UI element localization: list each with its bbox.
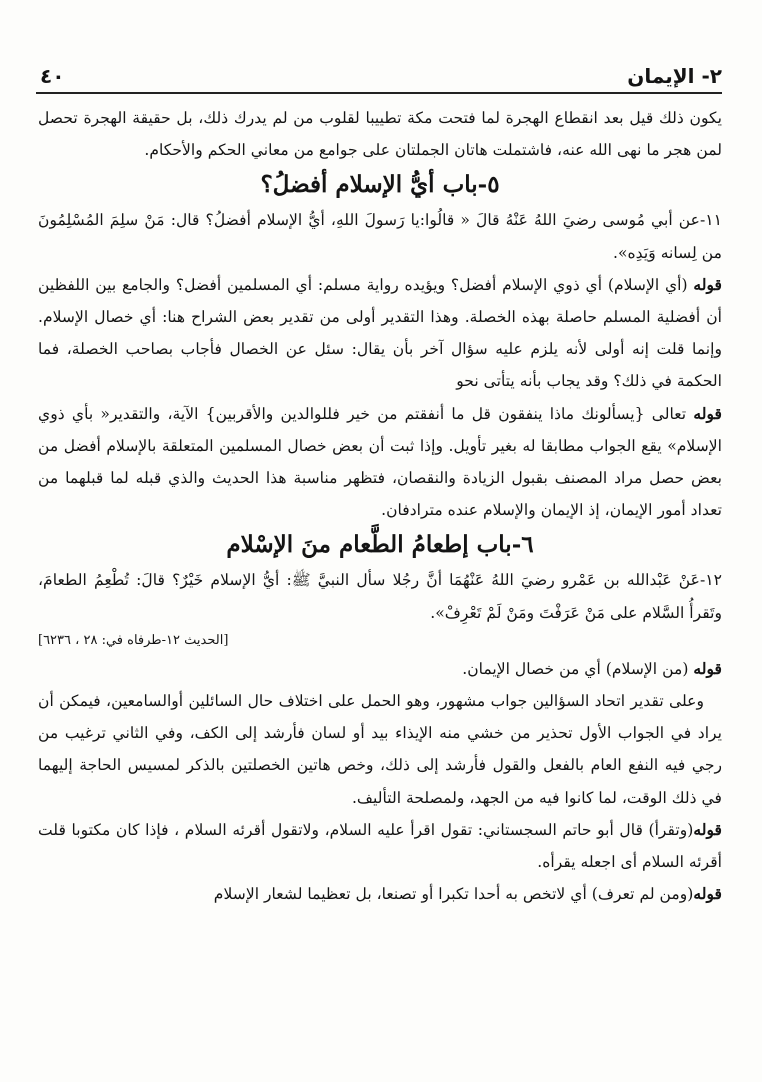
page-number: ٤٠ [40, 64, 65, 88]
commentary-lead: قوله [693, 658, 722, 678]
paragraph: يكون ذلك قيل بعد انقطاع الهجرة لما فتحت مكة تطييبا لقلوب من لم يدرك ذلك، بل حقيقة الهجرة تحصل لمن هجر ما نهى الله عنه، فاشتملت هاتان الجملتان على جوامع من معاني الحكم والأحكام. [38, 109, 722, 160]
commentary-paragraph [38, 269, 722, 398]
commentary-text: (من الإسلام) أي من خصال الإيمان. [462, 659, 694, 678]
header-divider [36, 92, 722, 94]
paragraph: وعلى تقدير اتحاد السؤالين جواب مشهور، وهو الحمل على اختلاف حال السائلين أوالسامعين، فيمكن أن يراد في الجواب الأول تحذير من خشي منه الإيذاء بيد أو لسان فأرشد إلى الكف، وفي الثاني ترغيب من رجي فيه النفع العام بالفعل والقول فأرشد إلى ذلك، وخص هاتين الخصلتين بالذكر لمسيس الحاجة إليهما في ذلك الوقت، لما كانوا فيه من الجهد، ولمصلحة التأليف. [38, 692, 722, 807]
commentary-text: (ومن لم تعرف) أي لاتخص به أحدا تكبرا أو تصنعا، بل تعظيما لشعار الإسلام [213, 885, 694, 904]
commentary-text: تعالى {يسألونك ماذا ينفقون قل ما أنفقتم من خير فللوالدين والأقربين} الآية، والتقدير« بأي ذوي الإسلام» يقع الجواب مطابقا له بغير تأويل. وإذا ثبت أن بعض خصال المسلمين المتعلقة بالإسلام أفضل من بعض حصل مراد المصنف بقبول الزيادة والنقصان، فتظهر مناسبة هذا الحديث والذي قبله لما قبلهما من تعداد أمور الإيمان، إذ الإيمان والإسلام عنده مترادفان. [38, 404, 722, 520]
commentary-lead: قوله [693, 274, 722, 294]
commentary-text: (وتقرأ) قال أبو حاتم السجستاني: تقول اقرأ عليه السلام، ولاتقول أقرئه السلام ، فإذا كان مكتوبا قلت أقرئه السلام أى اجعله يقرأه. [38, 820, 722, 872]
commentary-lead: قوله [693, 819, 722, 839]
chapter-title: ٢- الإيمان [627, 64, 722, 88]
section-heading: ٦-باب إطعامُ الطَّعام منَ الإسْلام [226, 531, 534, 559]
running-header [40, 52, 722, 88]
hadith-text: ١٢-عَنْ عَبْدالله بن عَمْرو رضيَ اللهُ عَنْهُمَا أنَّ رجُلا سأل النبيَّ ﷺ: أيُّ الإسلام خَيْرٌ؟ قالَ: تُطْعِمُ الطعامَ، وتَقرأُ السَّلام على مَنْ عَرَفْتَ ومَنْ لَمْ تَعْرِفْ». [38, 571, 722, 622]
hadith-reference: [الحديث ١٢-طرفاه في: ٢٨ ، ٦٢٣٦] [38, 632, 229, 648]
hadith-text: ١١-عن أبي مُوسى رضيَ اللهُ عَنْهُ قالَ « قالُوا:يا رَسولَ اللهِ، أيُّ الإسلام أفضلُ؟ قال: مَنْ سلِمَ المُسْلِمُونَ من لِسانه وَيَدِه». [38, 211, 722, 262]
section-heading: ٥-باب أيُّ الإسلام أفضلُ؟ [260, 171, 500, 199]
commentary-paragraph [38, 878, 722, 910]
commentary-paragraph [38, 653, 722, 685]
commentary-lead: قوله [693, 884, 722, 904]
commentary-paragraph [38, 398, 722, 527]
commentary-paragraph [38, 814, 722, 878]
commentary-lead: قوله [693, 403, 722, 423]
commentary-text: (أي الإسلام) أي ذوي الإسلام أفضل؟ ويؤيده رواية مسلم: أي المسلمين أفضل؟ والجامع بين اللفظين أن أفضلية المسلم حاصلة بهذه الخصلة. وهذا التقدير أولى من تقدير بعض الشراح هنا: أي خصال الإسلام. وإنما قلت إنه أولى لأنه يلزم عليه سؤال آخر بأن يقال: سئل عن الخصال فأجاب بصاحب الخصلة، فما الحكمة في ذلك؟ وقد يجاب بأنه يتأتى نحو [38, 275, 722, 391]
page-body [38, 102, 722, 910]
